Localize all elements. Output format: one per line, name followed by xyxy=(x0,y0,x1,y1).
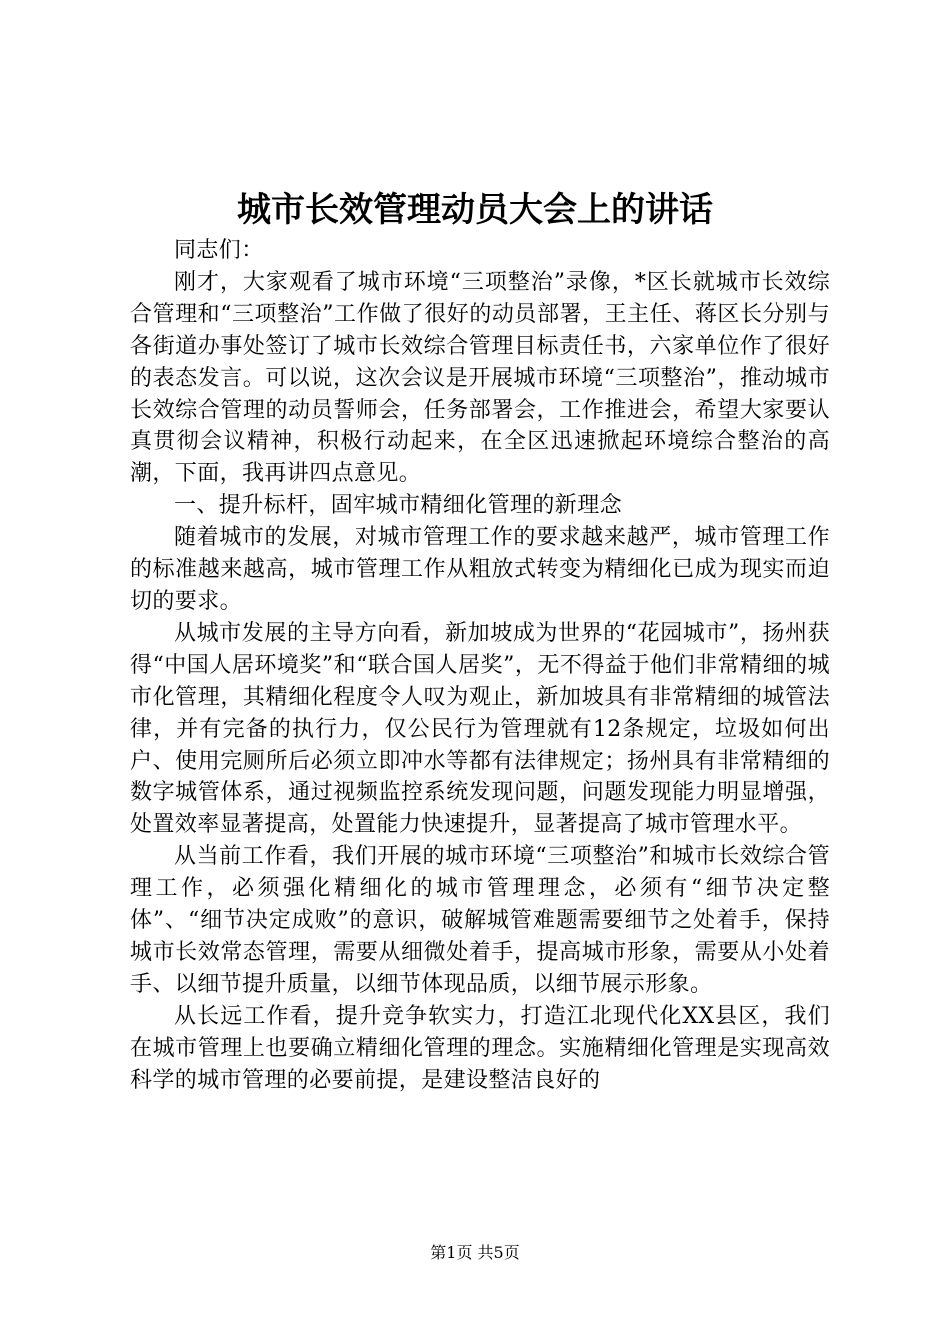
document-body xyxy=(130,235,830,1096)
page-number: 第1页 共5页 xyxy=(430,1243,520,1262)
paragraph: 从城市发展的主导方向看，新加坡成为世界的“花园城市”，扬州获得“中国人居环境奖”和“联合国人居奖”，无不得益于他们非常精细的城市化管理，其精细化程度令人叹为观止，新加坡具有非常精细的城管法律，并有完备的执行力，仅公民行为管理就有12条规定，垃圾如何出户、使用完厕所后必须立即冲水等都有法律规定；扬州具有非常精细的数字城管体系，通过视频监控系统发现问题，问题发现能力明显增强，处置效率显著提高，处置能力快速提升，显著提高了城市管理水平。 xyxy=(130,620,830,838)
section-heading: 一、提升标杆，固牢城市精细化管理的新理念 xyxy=(174,493,623,519)
page-title: 城市长效管理动员大会上的讲话 xyxy=(237,190,713,230)
paragraph: 从长远工作看，提升竞争软实力，打造江北现代化XX县区，我们在城市管理上也要确立精细化管理的理念。实施精细化管理是实现高效科学的城市管理的必要前提，是建设整洁良好的 xyxy=(130,1003,830,1093)
paragraph: 从当前工作看，我们开展的城市环境“三项整治”和城市长效综合管理工作，必须强化精细化的城市管理理念，必须有“细节决定整体”、“细节决定成败”的意识，破解城管难题需要细节之处着手，保持城市长效常态管理，需要从细微处着手，提高城市形象，需要从小处着手、以细节提升质量，以细节体现品质，以细节展示形象。 xyxy=(130,844,830,997)
paragraph: 随着城市的发展，对城市管理工作的要求越来越严，城市管理工作的标准越来越高，城市管理工作从粗放式转变为精细化已成为现实而迫切的要求。 xyxy=(130,525,830,614)
paragraph: 刚才，大家观看了城市环境“三项整治”录像，*区长就城市长效综合管理和“三项整治”工作做了很好的动员部署，王主任、蒋区长分别与各街道办事处签订了城市长效综合管理目标责任书，六家单位作了很好的表态发言。可以说，这次会议是开展城市环境“三项整治”，推动城市长效综合管理的动员誓师会，任务部署会，工作推进会，希望大家要认真贯彻会议精神，积极行动起来，在全区迅速掀起环境综合整治的高潮，下面，我再讲四点意见。 xyxy=(130,269,830,487)
greeting: 同志们： xyxy=(174,238,264,263)
